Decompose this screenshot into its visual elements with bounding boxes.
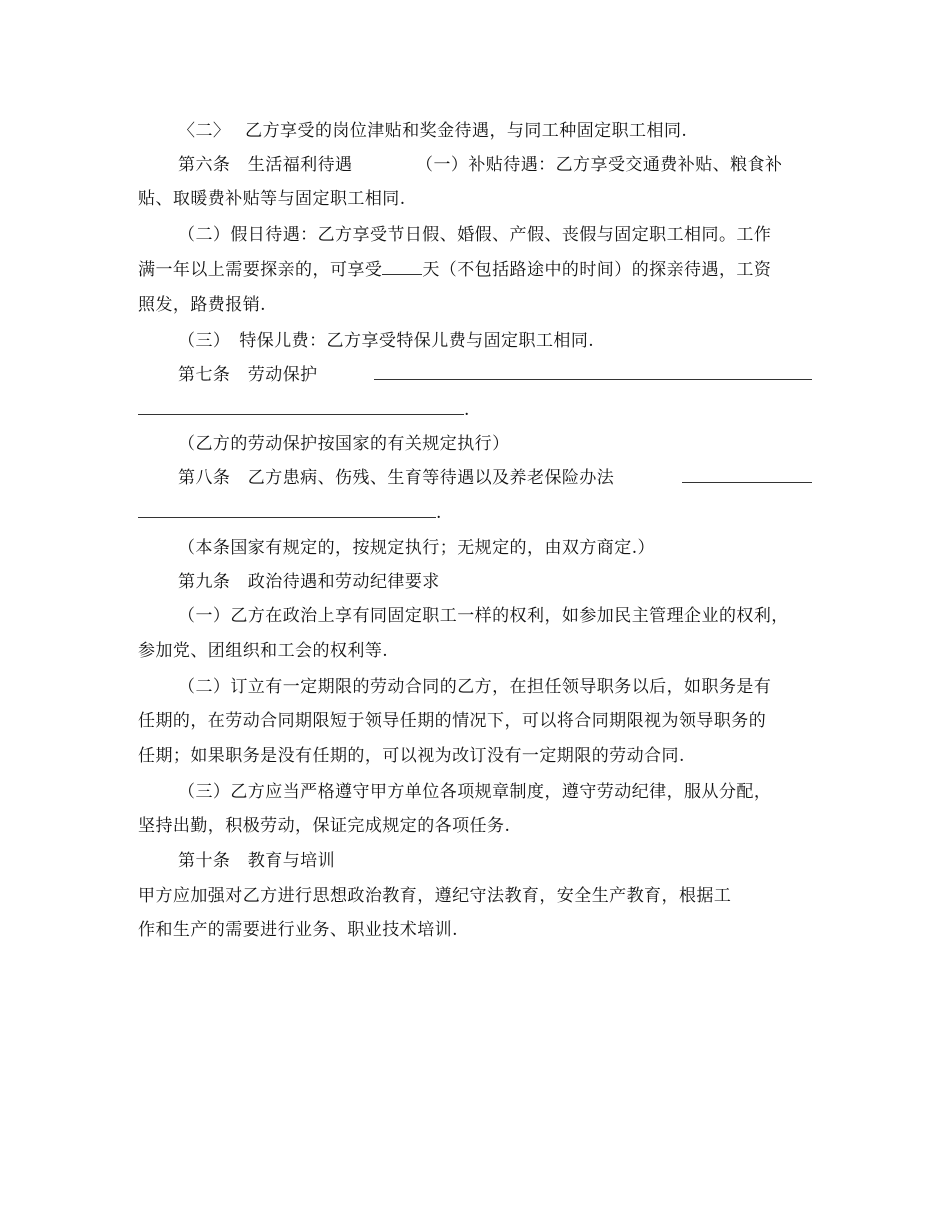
article-9-heading: 第九条 政治待遇和劳动纪律要求 xyxy=(178,572,440,592)
paragraph-line xyxy=(138,259,771,281)
article-6-heading: 第六条 生活福利待遇 xyxy=(178,155,353,175)
paragraph-line: 甲方应加强对乙方进行思想政治教育，遵纪守法教育，安全生产教育，根据工 xyxy=(138,886,732,906)
line-text: 满一年以上需要探亲的，可享受 xyxy=(138,260,383,280)
paragraph-line: 参加党、团组织和工会的权利等. xyxy=(138,641,389,661)
paragraph-line: （三）乙方应当严格遵守甲方单位各项规章制度，遵守劳动纪律，服从分配， xyxy=(178,782,772,802)
paragraph-line: 任期；如果职务是没有任期的，可以视为改订没有一定期限的劳动合同. xyxy=(138,746,685,766)
article-10-heading: 第十条 教育与培训 xyxy=(178,851,336,871)
period-mark: . xyxy=(464,400,470,420)
line-text: 天（不包括路途中的时间）的探亲待遇，工资 xyxy=(422,260,772,280)
paragraph-line: （二）订立有一定期限的劳动合同的乙方，在担任领导职务以后，如职务是有 xyxy=(178,677,772,697)
period-mark: . xyxy=(436,503,442,523)
paragraph-line: 任期的，在劳动合同期限短于领导任期的情况下，可以将合同期限视为领导职务的 xyxy=(138,711,767,731)
fill-in-blank[interactable] xyxy=(138,502,436,518)
fill-in-blank[interactable] xyxy=(374,364,812,380)
article-7-heading: 第七条 劳动保护 xyxy=(178,365,318,385)
fill-in-blank[interactable] xyxy=(138,399,464,415)
paragraph-line: （一）补贴待遇：乙方享受交通费补贴、粮食补 xyxy=(416,155,783,175)
paragraph-line: 坚持出勤，积极劳动，保证完成规定的各项任务. xyxy=(138,816,511,836)
paragraph-line: 照发，路费报销. xyxy=(138,295,267,315)
paragraph-line: 作和生产的需要进行业务、职业技术培训. xyxy=(138,920,458,940)
paragraph-line: （本条国家有规定的，按规定执行；无规定的，由双方商定.） xyxy=(178,538,656,558)
paragraph-line: 贴、取暖费补贴等与固定职工相同. xyxy=(138,189,406,209)
paragraph-line: （三） 特保儿费：乙方享受特保儿费与固定职工相同. xyxy=(178,331,595,351)
paragraph-line: （乙方的劳动保护按国家的有关规定执行） xyxy=(178,434,510,454)
article-8-heading: 第八条 乙方患病、伤残、生育等待遇以及养老保险办法 xyxy=(178,468,615,488)
paragraph-line: 〈二〉 乙方享受的岗位津贴和奖金待遇，与同工种固定职工相同. xyxy=(178,121,688,141)
fill-in-blank[interactable] xyxy=(382,259,422,275)
paragraph-line: （一）乙方在政治上享有同固定职工一样的权利，如参加民主管理企业的权利， xyxy=(178,606,789,626)
paragraph-line: （二）假日待遇：乙方享受节日假、婚假、产假、丧假与固定职工相同。工作 xyxy=(178,225,772,245)
fill-in-blank[interactable] xyxy=(682,467,812,483)
